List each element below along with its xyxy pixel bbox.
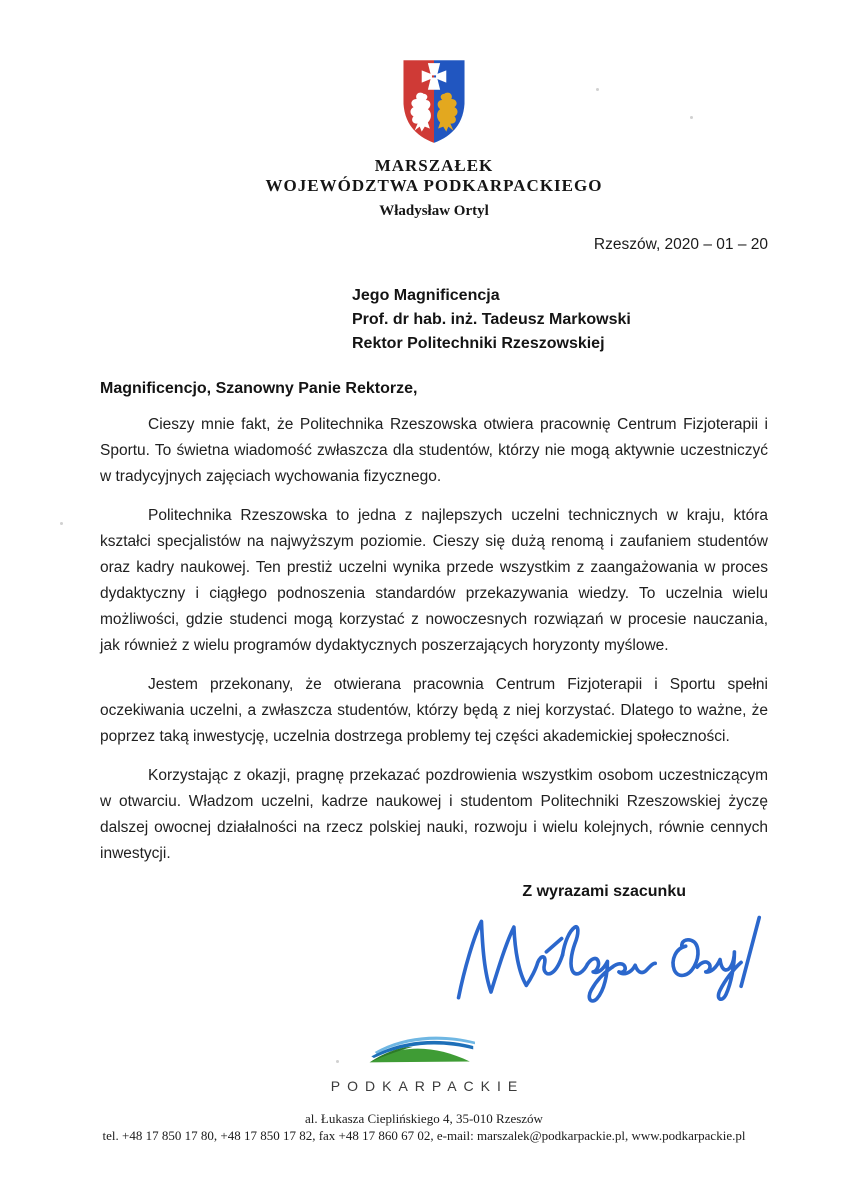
podkarpackie-logo-icon	[358, 1033, 490, 1071]
scan-speck	[690, 116, 693, 119]
scan-speck	[596, 88, 599, 91]
logo-wordmark: PODKARPACKIE	[330, 1078, 525, 1094]
office-title-line1: MARSZAŁEK	[374, 156, 494, 175]
body-paragraph: Jestem przekonany, że otwierana pracownia Centrum Fizjoterapii i Sportu spełni oczekiwania uczelni, a zwłaszcza studentów, którzy będą z niej korzystać. Dlatego to ważne, że poprzez taką inwestycję, uczelnia dostrzega problemy tej części akademickiej społeczności.	[100, 676, 768, 745]
handwritten-signature	[449, 909, 764, 1011]
body-paragraph: Cieszy mnie fakt, że Politechnika Rzeszowska otwiera pracownię Centrum Fizjoterapii i Sportu. To świetna wiadomość zwłaszcza dla studentów, którzy nie mogą aktywnie uczestniczyć w tradycyjnych zajęciach wychowania fizycznego.	[100, 416, 768, 485]
letterhead	[100, 56, 768, 220]
recipient-block	[352, 284, 768, 356]
podkarpackie-brand	[324, 1033, 524, 1094]
body-paragraph: Korzystając z okazji, pragnę przekazać pozdrowienia wszystkim osobom uczestniczącym w otwarciu. Władzom uczelni, kadrze naukowej i studentom Politechniki Rzeszowskiej życzę dalszej owocnej działalności na rzecz polskiej nauki, rozwoju i wielu kolejnych, równie cennych inwestycji.	[100, 767, 768, 862]
salutation: Magnificencjo, Szanowny Panie Rektorze,	[100, 380, 418, 397]
footer-address: al. Łukasza Cieplińskiego 4, 35-010 Rzeszów	[305, 1111, 543, 1126]
scan-speck	[60, 522, 63, 525]
closing-phrase: Z wyrazami szacunku	[522, 883, 686, 900]
recipient-line: Jego Magnificencja	[352, 287, 500, 304]
podkarpackie-coat-of-arms-icon	[397, 56, 471, 146]
recipient-line: Rektor Politechniki Rzeszowskiej	[352, 335, 605, 352]
letter-footer	[0, 1033, 848, 1144]
dateline: Rzeszów, 2020 – 01 – 20	[593, 236, 768, 253]
letter-body	[100, 412, 768, 867]
body-paragraph: Politechnika Rzeszowska to jedna z najlepszych uczelni technicznych w kraju, która kształci specjalistów na najwyższym poziomie. Cieszy się dużą renomą i zaufaniem studentów oraz kadry naukowej. Ten prestiż uczelni wynika przede wszystkim z zaangażowania w proces dydaktyczny i ciągłego podnoszenia standardów przekazywania wiedzy. To uczelnia wielu możliwości, gdzie studenci mogą korzystać z nowoczesnych rozwiązań w procesie nauczania, jak również z wielu programów dydaktycznych poszerzających horyzonty myślowe.	[100, 507, 768, 654]
recipient-line: Prof. dr hab. inż. Tadeusz Markowski	[352, 311, 631, 328]
scan-speck	[336, 1060, 339, 1063]
footer-contact: tel. +48 17 850 17 80, +48 17 850 17 82, fax +48 17 860 67 02, e-mail: marszalek@podkarpackie.pl, www.podkarpackie.pl	[102, 1128, 746, 1143]
official-name: Władysław Ortyl	[379, 203, 489, 219]
office-title-line2: WOJEWÓDZTWA PODKARPACKIEGO	[265, 176, 603, 195]
